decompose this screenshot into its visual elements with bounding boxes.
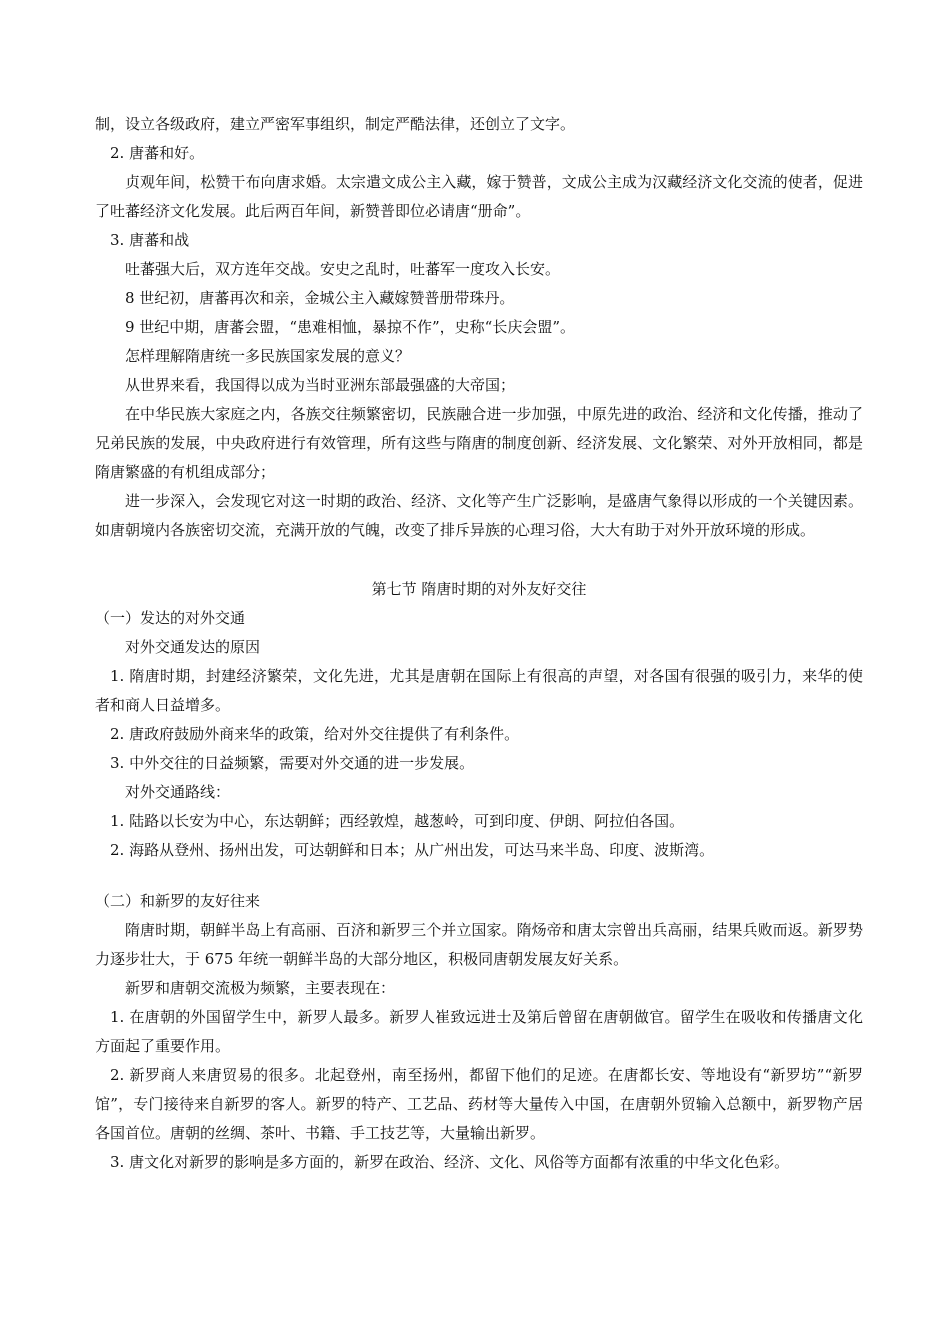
paragraph-line: 对外交通发达的原因 <box>125 638 261 656</box>
paragraph-line: 9 世纪中期，唐蕃会盟，“患难相恤，暴掠不作”，史称“长庆会盟”。 <box>125 318 575 336</box>
numbered-item: 1. 在唐朝的外国留学生中，新罗人最多。新罗人崔致远进士及第后曾留在唐朝做官。留学生在吸收和传播唐文化方面起了重要作用。 <box>95 1008 863 1055</box>
numbered-item: 1. 隋唐时期，封建经济繁荣，文化先进，尤其是唐朝在国际上有很高的声望，对各国有很强的吸引力，来华的使者和商人日益增多。 <box>95 667 863 714</box>
paragraph: 在中华民族大家庭之内，各族交往频繁密切，民族融合进一步加强，中原先进的政治、经济和文化传播，推动了兄弟民族的发展，中央政府进行有效管理，所有这些与隋唐的制度创新、经济发展、文化繁荣、对外开放相同，都是隋唐繁盛的有机组成部分； <box>95 405 863 481</box>
paragraph-line: 吐蕃强大后，双方连年交战。安史之乱时，吐蕃军一度攻入长安。 <box>125 260 561 278</box>
document-page <box>95 110 863 1177</box>
paragraph: 贞观年间，松赞干布向唐求婚。太宗遣文成公主入藏，嫁于赞普，文成公主成为汉藏经济文化交流的使者，促进了吐蕃经济文化发展。此后两百年间，新赞普即位必请唐“册命”。 <box>95 173 863 220</box>
numbered-item: 2. 海路从登州、扬州出发，可达朝鲜和日本；从广州出发，可达马来半岛、印度、波斯湾。 <box>110 841 715 859</box>
numbered-item: 3. 中外交往的日益频繁，需要对外交通的进一步发展。 <box>110 754 475 772</box>
paragraph-line: 对外交通路线： <box>125 783 231 801</box>
numbered-item: 1. 陆路以长安为中心，东达朝鲜；西经敦煌，越葱岭，可到印度、伊朗、阿拉伯各国。 <box>110 812 685 830</box>
numbered-heading: 2. 唐蕃和好。 <box>110 144 205 162</box>
paragraph-line: 8 世纪初，唐蕃再次和亲，金城公主入藏嫁赞普册带珠丹。 <box>125 289 515 307</box>
section-title: 第七节 隋唐时期的对外友好交往 <box>371 580 587 598</box>
numbered-item: 3. 唐文化对新罗的影响是多方面的，新罗在政治、经济、文化、风俗等方面都有浓重的中华文化色彩。 <box>110 1153 790 1171</box>
subsection-heading: （二）和新罗的友好往来 <box>95 892 261 910</box>
paragraph: 进一步深入，会发现它对这一时期的政治、经济、文化等产生广泛影响，是盛唐气象得以形成的一个关键因素。如唐朝境内各族密切交流，充满开放的气魄，改变了排斥异族的心理习俗，大大有助于对外开放环境的形成。 <box>95 492 863 539</box>
question-line: 怎样理解隋唐统一多民族国家发展的意义？ <box>125 347 411 365</box>
paragraph-line: 制，设立各级政府，建立严密军事组织，制定严酷法律，还创立了文字。 <box>95 115 576 133</box>
numbered-item: 2. 唐政府鼓励外商来华的政策，给对外交往提供了有利条件。 <box>110 725 520 743</box>
paragraph: 隋唐时期，朝鲜半岛上有高丽、百济和新罗三个并立国家。隋炀帝和唐太宗曾出兵高丽，结果兵败而返。新罗势力逐步壮大，于 675 年统一朝鲜半岛的大部分地区，积极同唐朝发展友好关系。 <box>95 921 863 968</box>
paragraph-line: 从世界来看，我国得以成为当时亚洲东部最强盛的大帝国； <box>125 376 516 394</box>
subsection-heading: （一）发达的对外交通 <box>95 609 246 627</box>
numbered-heading: 3. 唐蕃和战 <box>110 231 190 249</box>
numbered-item: 2. 新罗商人来唐贸易的很多。北起登州，南至扬州，都留下他们的足迹。在唐都长安、等地设有“新罗坊”“新罗馆”，专门接待来自新罗的客人。新罗的特产、工艺品、药材等大量传入中国，在唐朝外贸输入总额中，新罗物产居各国首位。唐朝的丝绸、茶叶、书籍、手工技艺等，大量输出新罗。 <box>95 1066 863 1142</box>
paragraph-line: 新罗和唐朝交流极为频繁，主要表现在： <box>125 979 396 997</box>
